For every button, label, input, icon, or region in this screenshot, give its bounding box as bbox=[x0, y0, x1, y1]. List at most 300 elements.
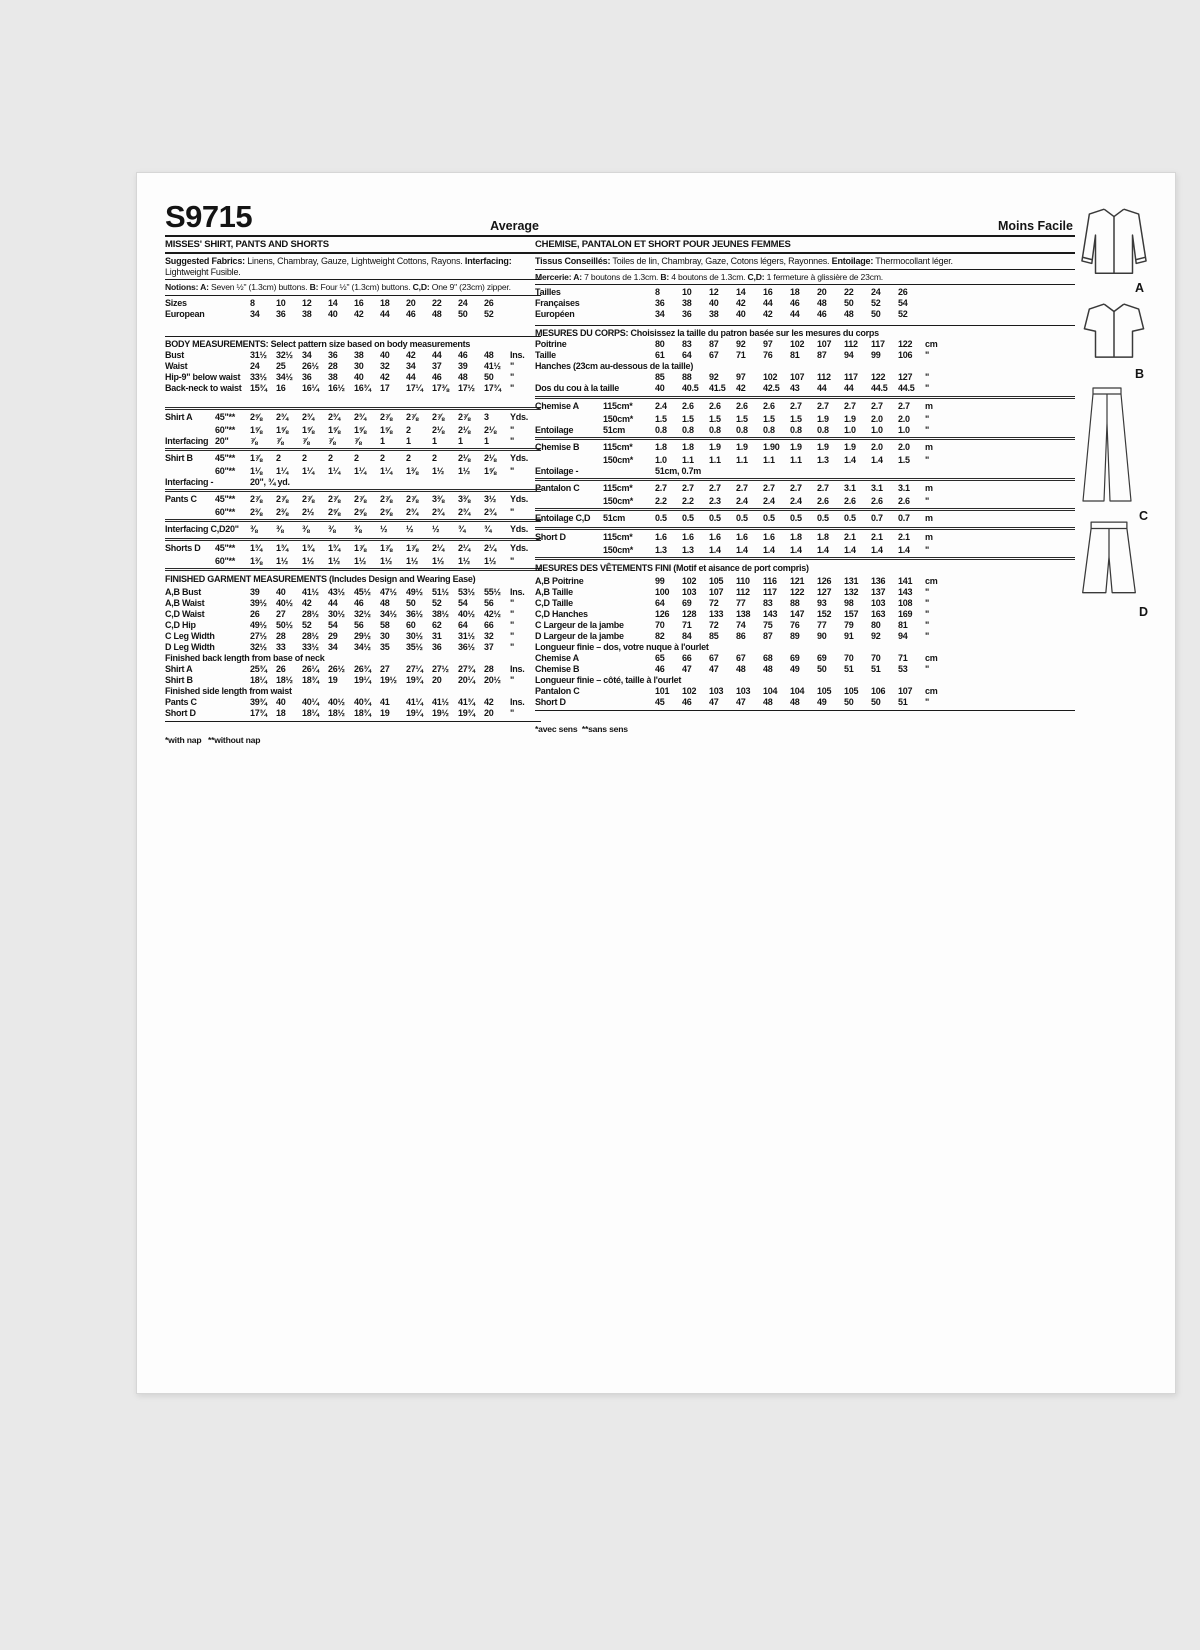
difficulty-rating-en: Average bbox=[490, 219, 539, 233]
table-row bbox=[165, 436, 541, 447]
row-label: Back-neck to waist bbox=[165, 382, 242, 393]
text-segment: Entoilage: bbox=[831, 256, 874, 266]
value-cell: 36 bbox=[302, 371, 312, 382]
value-cell: 0.8 bbox=[817, 425, 829, 435]
value-cell: 2⅜ bbox=[250, 506, 263, 517]
value-cell: 1.0 bbox=[898, 425, 910, 435]
text-segment: A: bbox=[573, 271, 582, 282]
value-cell: 18¼ bbox=[250, 674, 267, 685]
value-cell: 52 bbox=[302, 619, 312, 630]
garment-b-label: B bbox=[1135, 367, 1145, 381]
unit-cell: cm bbox=[925, 339, 938, 349]
bottom-rule-fr bbox=[535, 710, 1075, 711]
value-cell: 2¼ bbox=[432, 542, 445, 553]
table-row bbox=[165, 466, 541, 477]
value-cell: 2.6 bbox=[736, 401, 748, 411]
value-cell: 44.5 bbox=[871, 383, 888, 393]
shirt-b-illustration bbox=[1077, 299, 1151, 361]
value-cell: 71 bbox=[736, 350, 746, 360]
table-caption-row: Longueur finie – côté, taille à l'ourlet bbox=[535, 675, 682, 685]
value-cell: 48 bbox=[790, 697, 800, 707]
row-header bbox=[535, 425, 655, 436]
value-cell: 32 bbox=[484, 630, 494, 641]
value-cell: 51 bbox=[898, 697, 908, 707]
row-header bbox=[535, 298, 655, 309]
row-label: C,D Taille bbox=[535, 598, 573, 608]
row-header bbox=[165, 708, 250, 719]
unit-cell: " bbox=[510, 674, 515, 685]
value-cell: 58 bbox=[380, 619, 390, 630]
value-cell: 1⅜ bbox=[406, 465, 419, 476]
value-cell: 0.5 bbox=[709, 513, 721, 523]
value-cell: 48 bbox=[736, 664, 746, 674]
row-header bbox=[165, 383, 250, 394]
row-label: D Largeur de la jambe bbox=[535, 631, 624, 641]
table-row bbox=[165, 631, 541, 642]
text-segment: Suggested Fabrics: bbox=[165, 256, 245, 266]
value-cell: 102 bbox=[763, 372, 778, 382]
value-cell: ⅜ bbox=[276, 523, 284, 534]
value-cell: 50 bbox=[871, 697, 881, 707]
value-cell: ⅜ bbox=[328, 523, 336, 534]
french-column bbox=[535, 195, 1075, 734]
value-cell: 2⅞ bbox=[380, 493, 393, 504]
value-cell: 1 bbox=[380, 435, 385, 446]
row-sublabel: 150cm* bbox=[603, 455, 634, 465]
text-segment: C,D: bbox=[747, 271, 765, 282]
value-cell: 108 bbox=[898, 598, 913, 608]
value-cell: 30½ bbox=[328, 608, 345, 619]
text-segment: Thermocollant léger. bbox=[873, 256, 953, 266]
value-cell: 2⅞ bbox=[250, 493, 263, 504]
unit-cell: " bbox=[925, 455, 930, 465]
value-cell: 20½ bbox=[484, 674, 501, 685]
value-cell: 48 bbox=[763, 664, 773, 674]
value-cell: 34 bbox=[655, 309, 665, 319]
row-label bbox=[535, 496, 603, 507]
value-cell: 24 bbox=[250, 360, 260, 371]
row-label: Entoilage C,D bbox=[535, 513, 591, 523]
value-cell: 2⅞ bbox=[406, 493, 419, 504]
value-cell: 1.8 bbox=[790, 532, 802, 542]
value-cell: 17 bbox=[380, 382, 390, 393]
value-cell: 104 bbox=[763, 686, 778, 696]
value-cell: 1⅝ bbox=[484, 465, 497, 476]
value-cell: 19 bbox=[328, 674, 338, 685]
value-cell: 50 bbox=[871, 309, 881, 319]
pants-c-illustration bbox=[1077, 385, 1137, 505]
value-cell: 126 bbox=[655, 609, 670, 619]
value-cell: 87 bbox=[763, 631, 773, 641]
row-label: C,D Hip bbox=[165, 619, 196, 630]
value-cell: 1.9 bbox=[736, 442, 748, 452]
value-cell: 100 bbox=[655, 587, 670, 597]
text-segment: Mercerie: bbox=[535, 271, 574, 282]
table-row bbox=[535, 425, 1075, 436]
value-cell: 2 bbox=[354, 452, 359, 463]
table-row bbox=[165, 620, 541, 631]
value-cell: 105 bbox=[709, 576, 724, 586]
table-row bbox=[165, 609, 541, 620]
value-cell: 102 bbox=[790, 339, 805, 349]
row-label: Taille bbox=[535, 350, 556, 360]
value-cell: 122 bbox=[871, 372, 886, 382]
value-cell: 94 bbox=[898, 631, 908, 641]
value-cell: 19 bbox=[380, 707, 390, 718]
value-cell: 122 bbox=[898, 339, 913, 349]
row-header bbox=[535, 664, 655, 675]
bottom-rule-en bbox=[165, 721, 541, 722]
value-cell: 1⅝ bbox=[328, 424, 341, 435]
value-cell: 40 bbox=[655, 383, 665, 393]
table-row bbox=[535, 309, 1075, 320]
value-cell: 2½ bbox=[302, 506, 315, 517]
value-cell: 35½ bbox=[406, 641, 423, 652]
unit-cell: m bbox=[925, 442, 933, 452]
value-cell: 38 bbox=[302, 308, 312, 319]
row-header bbox=[535, 631, 655, 642]
row-header bbox=[535, 545, 655, 556]
value-cell: 50 bbox=[458, 308, 468, 319]
value-cell: 2¾ bbox=[432, 506, 445, 517]
row-label: A,B Bust bbox=[165, 586, 201, 597]
row-header bbox=[535, 399, 655, 414]
value-cell: 105 bbox=[817, 686, 832, 696]
value-cell: 110 bbox=[736, 576, 750, 586]
row-header bbox=[535, 620, 655, 631]
value-cell: 26 bbox=[250, 608, 260, 619]
row-header bbox=[535, 383, 655, 394]
unit-cell: " bbox=[510, 360, 515, 371]
value-cell: 67 bbox=[709, 350, 719, 360]
value-cell: 1 bbox=[406, 435, 411, 446]
row-label: Shirt A bbox=[165, 663, 193, 674]
row-header bbox=[535, 496, 655, 507]
value-cell: 90 bbox=[817, 631, 827, 641]
value-cell: 3 bbox=[484, 411, 489, 422]
unit-cell: m bbox=[925, 513, 933, 523]
row-label: Chemise B bbox=[535, 442, 580, 452]
value-cell: 2.4 bbox=[736, 496, 748, 506]
value-cell: 2.7 bbox=[790, 401, 802, 411]
value-cell: 40 bbox=[354, 371, 364, 382]
value-cell: ⅜ bbox=[354, 523, 362, 534]
value-cell: 112 bbox=[817, 372, 831, 382]
value-cell: 2.1 bbox=[871, 532, 883, 542]
row-sublabel: 60"** bbox=[215, 506, 236, 517]
value-cell: 1½ bbox=[432, 465, 445, 476]
value-cell: 51 bbox=[844, 664, 854, 674]
value-cell: 45 bbox=[655, 697, 665, 707]
value-cell: 1.5 bbox=[682, 414, 694, 424]
value-cell: 74 bbox=[736, 620, 746, 630]
body-measurements-table-fr bbox=[535, 339, 1075, 394]
value-cell: 143 bbox=[763, 609, 778, 619]
text-segment: 7 boutons de 1.3cm. bbox=[581, 271, 661, 282]
table-row bbox=[535, 496, 1075, 507]
value-cell: 52 bbox=[432, 597, 442, 608]
table-row bbox=[165, 361, 541, 372]
value-cell: 39¾ bbox=[250, 696, 267, 707]
value-cell: 1.5 bbox=[655, 414, 667, 424]
value-cell: 1.5 bbox=[709, 414, 721, 424]
value-cell: 1.4 bbox=[763, 545, 775, 555]
value-cell: 2¾ bbox=[406, 506, 419, 517]
table-row bbox=[165, 507, 541, 518]
value-cell: 1½ bbox=[432, 555, 445, 566]
value-cell: 1.4 bbox=[871, 455, 883, 465]
value-cell: 1.1 bbox=[682, 455, 694, 465]
unit-cell: cm bbox=[925, 576, 938, 586]
value-cell: 60 bbox=[406, 619, 416, 630]
value-cell: 75 bbox=[763, 620, 773, 630]
value-cell: 1.9 bbox=[844, 442, 856, 452]
value-cell: 103 bbox=[871, 598, 886, 608]
value-cell: 2.6 bbox=[817, 496, 829, 506]
row-sublabel: 150cm* bbox=[603, 545, 634, 555]
row-header bbox=[535, 511, 655, 526]
unit-cell: " bbox=[925, 664, 930, 674]
row-header bbox=[535, 350, 655, 361]
yardage-table-en bbox=[165, 407, 541, 567]
value-cell: 38 bbox=[682, 298, 692, 308]
value-cell: 1.5 bbox=[790, 414, 802, 424]
value-cell: 38½ bbox=[432, 608, 449, 619]
table-row bbox=[165, 350, 541, 361]
value-cell: 2⅛ bbox=[484, 424, 497, 435]
garment-a-label: A bbox=[1135, 281, 1145, 295]
value-cell: 2.0 bbox=[898, 414, 910, 424]
value-cell: 20 bbox=[817, 287, 827, 297]
value-cell: 26½ bbox=[302, 360, 319, 371]
row-header bbox=[165, 541, 250, 556]
row-label: Chemise A bbox=[535, 401, 579, 411]
value-cell: 42.5 bbox=[763, 383, 780, 393]
value-cell: 2¾ bbox=[458, 506, 471, 517]
finished-measurements-table-en bbox=[165, 587, 541, 719]
value-cell: 46 bbox=[354, 597, 364, 608]
value-cell: 1.4 bbox=[736, 545, 748, 555]
value-cell: 152 bbox=[817, 609, 832, 619]
text-segment: Lightweight Fusible. bbox=[165, 266, 241, 277]
unit-cell: Ins. bbox=[510, 586, 525, 597]
value-cell: 41½ bbox=[302, 586, 319, 597]
value-cell: 163 bbox=[871, 609, 886, 619]
unit-cell: " bbox=[925, 425, 930, 435]
unit-cell: " bbox=[510, 506, 515, 517]
value-cell: 46 bbox=[655, 664, 665, 674]
table-row bbox=[535, 686, 1075, 697]
value-cell: 2.2 bbox=[682, 496, 694, 506]
pattern-number: S9715 bbox=[165, 199, 253, 234]
value-cell: 1.1 bbox=[763, 455, 775, 465]
garment-line-drawings bbox=[1077, 203, 1172, 823]
row-sublabel: 150cm* bbox=[603, 496, 634, 506]
table-row bbox=[535, 339, 1075, 350]
value-cell: 85 bbox=[709, 631, 719, 641]
value-cell: 44 bbox=[328, 597, 338, 608]
row-label bbox=[165, 507, 215, 518]
row-label bbox=[165, 425, 215, 436]
value-cell: ⅞ bbox=[250, 435, 258, 446]
value-cell: 30 bbox=[380, 630, 390, 641]
row-label: Short D bbox=[535, 697, 566, 707]
value-cell: 39½ bbox=[250, 597, 267, 608]
table-row bbox=[535, 414, 1075, 425]
value-cell: 128 bbox=[682, 609, 697, 619]
value-cell: 3.1 bbox=[898, 483, 910, 493]
value-cell: 26¼ bbox=[302, 663, 319, 674]
value-cell: 1¾ bbox=[250, 542, 263, 553]
value-cell: 102 bbox=[682, 686, 697, 696]
table-caption-row: Finished side length from waist bbox=[165, 685, 292, 696]
value-cell: 1⅞ bbox=[380, 542, 393, 553]
table-row bbox=[165, 425, 541, 436]
value-cell: 18 bbox=[380, 297, 390, 308]
value-cell: 45½ bbox=[354, 586, 371, 597]
row-label: Pantalon C bbox=[535, 686, 580, 696]
row-header bbox=[165, 556, 250, 567]
value-cell: 52 bbox=[898, 309, 908, 319]
value-cell: 1.4 bbox=[709, 545, 721, 555]
value-cell: 1.6 bbox=[736, 532, 748, 542]
value-cell: 1.3 bbox=[682, 545, 694, 555]
value-cell: 1.9 bbox=[817, 442, 829, 452]
row-sublabel: 20" bbox=[225, 523, 239, 534]
value-cell: 1.4 bbox=[844, 545, 856, 555]
value-cell: 131 bbox=[844, 576, 859, 586]
value-cell: 41¾ bbox=[458, 696, 475, 707]
value-cell: 99 bbox=[655, 576, 665, 586]
nap-footnote-fr: *avec sens **sans sens bbox=[535, 724, 628, 734]
table-row bbox=[165, 556, 541, 567]
value-cell: 50 bbox=[406, 597, 416, 608]
value-cell: 16¾ bbox=[354, 382, 371, 393]
value-cell: 52 bbox=[871, 298, 881, 308]
value-cell: 34½ bbox=[354, 641, 371, 652]
value-cell: 3⅜ bbox=[458, 493, 471, 504]
value-cell: 1⅝ bbox=[276, 424, 289, 435]
value-cell: ⅞ bbox=[354, 435, 362, 446]
row-label bbox=[535, 414, 603, 425]
value-cell: 76 bbox=[763, 350, 773, 360]
finished-measurements-header-en: FINISHED GARMENT MEASUREMENTS (Includes Design and Wearing Ease) bbox=[165, 568, 541, 587]
header-fr bbox=[535, 195, 1075, 237]
value-cell: ½ bbox=[380, 523, 388, 534]
value-cell: 138 bbox=[736, 609, 751, 619]
row-header bbox=[535, 576, 655, 587]
value-cell: ⅜ bbox=[302, 523, 310, 534]
value-cell: 19¾ bbox=[458, 707, 475, 718]
value-cell: 51 bbox=[871, 664, 881, 674]
value-cell: 40 bbox=[276, 586, 286, 597]
unit-cell: " bbox=[925, 383, 930, 393]
value-cell: 1½ bbox=[302, 555, 315, 566]
text-segment: B: bbox=[660, 271, 670, 282]
value-cell: 26¾ bbox=[354, 663, 371, 674]
value-cell: 2.1 bbox=[898, 532, 910, 542]
value-cell: 105 bbox=[844, 686, 859, 696]
value-cell: 48 bbox=[432, 308, 442, 319]
value-cell: 28½ bbox=[302, 608, 319, 619]
value-cell: 2⅛ bbox=[432, 424, 445, 435]
value-cell: 35 bbox=[380, 641, 390, 652]
row-header bbox=[535, 697, 655, 708]
value-cell: 2⅛ bbox=[484, 452, 497, 463]
row-header bbox=[165, 631, 250, 642]
value-cell: 141 bbox=[898, 576, 913, 586]
body-measurements-header-fr: MESURES DU CORPS: Choisissez la taille du patron basée sur les mesures du corps bbox=[535, 325, 1075, 339]
value-cell: 87 bbox=[817, 350, 827, 360]
row-sublabel: 45"** bbox=[215, 542, 236, 553]
value-cell: 1⅞ bbox=[354, 542, 367, 553]
unit-cell: " bbox=[925, 414, 930, 424]
value-cell: 26 bbox=[484, 297, 494, 308]
value-cell: 99 bbox=[871, 350, 881, 360]
value-cell: 3.1 bbox=[844, 483, 856, 493]
unit-cell: " bbox=[510, 555, 515, 566]
row-label: Interfacing bbox=[165, 435, 209, 446]
row-label bbox=[165, 466, 215, 477]
table-row bbox=[535, 350, 1075, 361]
value-cell: 14 bbox=[736, 287, 746, 297]
finished-measurements-table-fr bbox=[535, 576, 1075, 708]
value-cell: 1.5 bbox=[763, 414, 775, 424]
suggested-fabrics-fr bbox=[535, 254, 1075, 270]
value-cell: 80 bbox=[655, 339, 665, 349]
value-cell: 54 bbox=[328, 619, 338, 630]
unit-cell: cm bbox=[925, 686, 938, 696]
row-header bbox=[535, 530, 655, 545]
value-cell: 36 bbox=[276, 308, 286, 319]
unit-cell: Ins. bbox=[510, 349, 525, 360]
row-header bbox=[165, 587, 250, 598]
value-cell: 40½ bbox=[276, 597, 293, 608]
value-cell: 1.1 bbox=[736, 455, 748, 465]
value-cell: 16½ bbox=[328, 382, 345, 393]
row-span-value: 51cm, 0.7m bbox=[655, 466, 702, 476]
unit-cell: " bbox=[925, 697, 930, 707]
table-row bbox=[165, 642, 541, 653]
value-cell: 44 bbox=[763, 298, 773, 308]
value-cell: 2⅝ bbox=[354, 506, 367, 517]
unit-cell: " bbox=[510, 707, 515, 718]
yardage-table-fr bbox=[535, 396, 1075, 556]
value-cell: 22 bbox=[844, 287, 854, 297]
row-sublabel: 60"** bbox=[215, 555, 236, 566]
value-cell: 132 bbox=[844, 587, 859, 597]
table-row bbox=[535, 455, 1075, 466]
value-cell: 46 bbox=[817, 309, 827, 319]
value-cell: 1½ bbox=[380, 555, 393, 566]
value-cell: 86 bbox=[736, 631, 746, 641]
unit-cell: " bbox=[925, 496, 930, 506]
garment-c-label: C bbox=[1139, 509, 1149, 523]
row-header bbox=[165, 598, 250, 609]
value-cell: 126 bbox=[817, 576, 832, 586]
value-cell: 71 bbox=[898, 653, 908, 663]
row-label: Pants C bbox=[165, 696, 197, 707]
value-cell: 49½ bbox=[250, 619, 267, 630]
value-cell: 97 bbox=[736, 372, 746, 382]
value-cell: 0.5 bbox=[736, 513, 748, 523]
value-cell: 28 bbox=[276, 630, 286, 641]
pattern-envelope-back bbox=[136, 172, 1176, 1394]
notions-fr bbox=[535, 270, 1075, 286]
value-cell: ⅞ bbox=[302, 435, 310, 446]
value-cell: 31½ bbox=[250, 349, 267, 360]
value-cell: 127 bbox=[817, 587, 832, 597]
